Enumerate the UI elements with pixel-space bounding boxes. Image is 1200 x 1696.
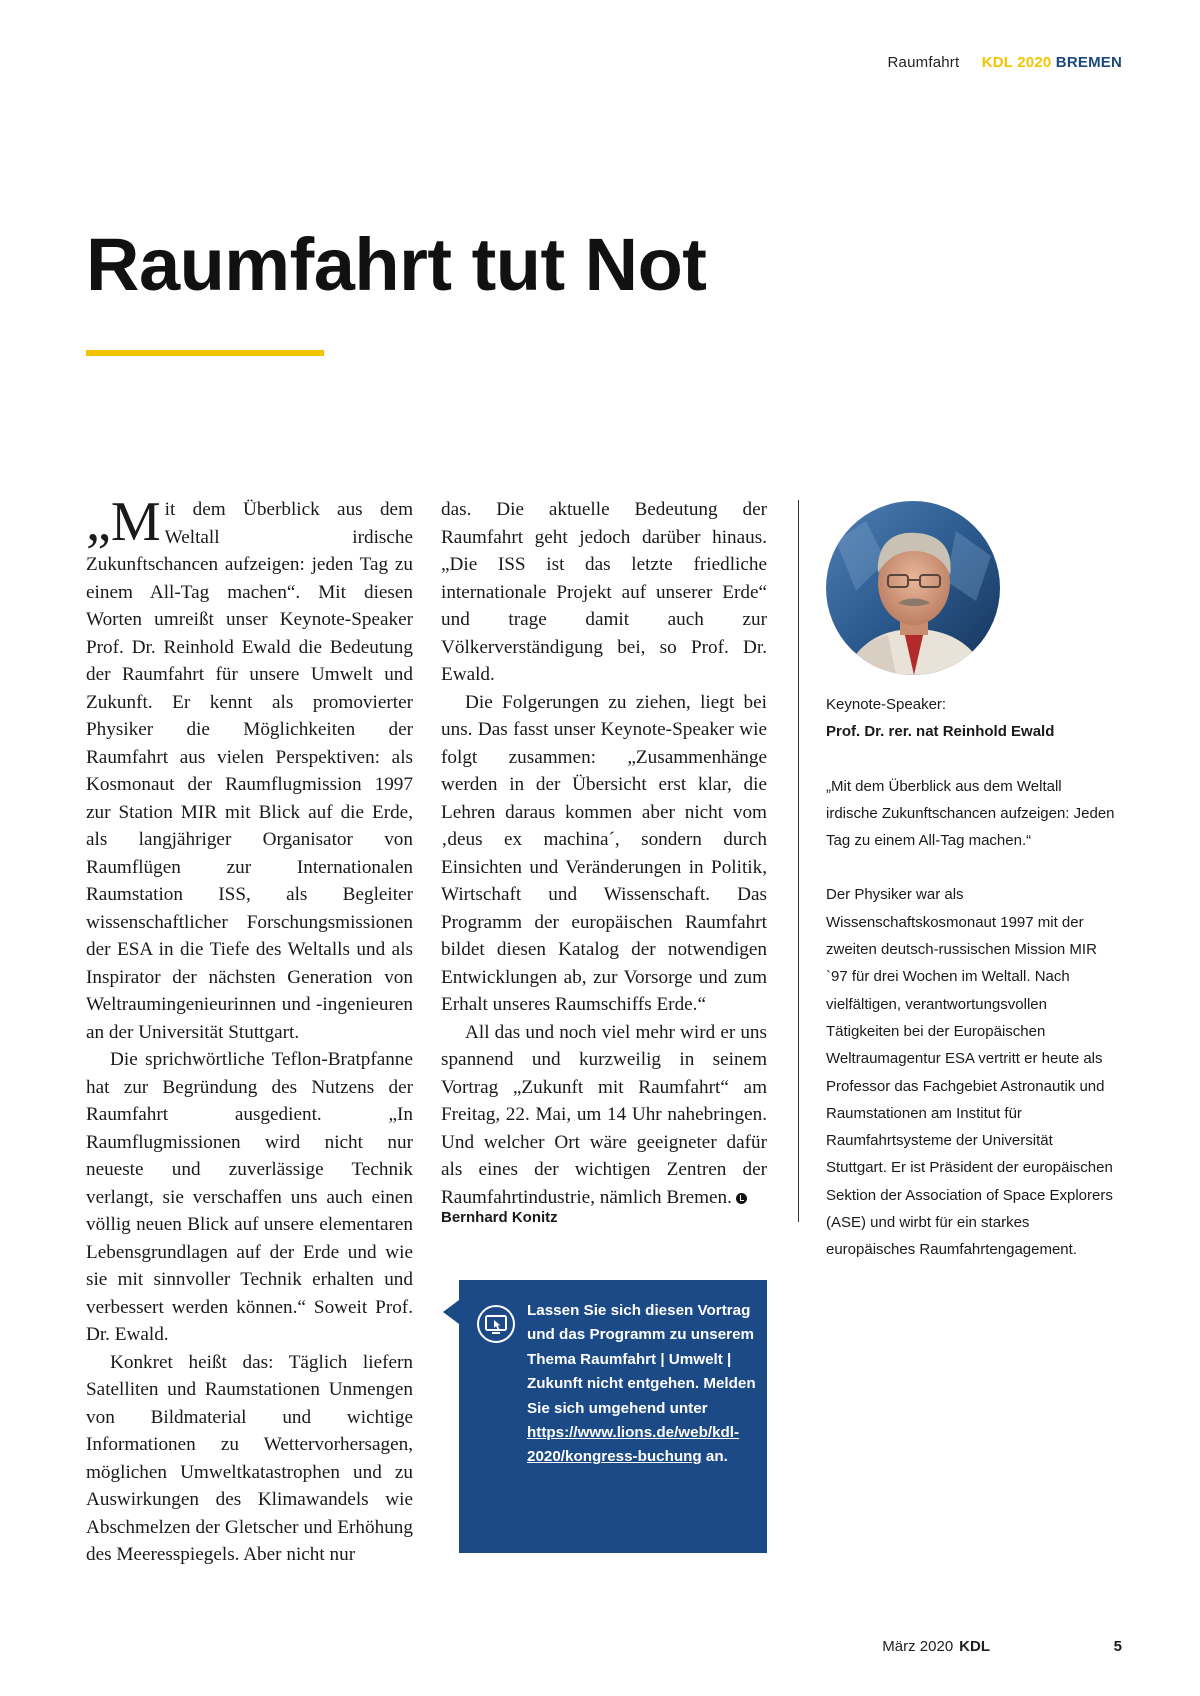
- issue-date: [882, 1638, 990, 1655]
- registration-callout: [459, 1280, 767, 1553]
- speaker-name: Prof. Dr. rer. nat Reinhold Ewald: [826, 723, 1055, 741]
- paragraph-5: [441, 1019, 767, 1212]
- issue-date-text: März 2020: [882, 1638, 954, 1655]
- article-column-2: [441, 496, 767, 1211]
- speaker-sidebar: [826, 691, 1116, 1264]
- computer-screen-cursor-icon: [476, 1304, 516, 1344]
- paragraph-2: Die sprichwörtliche Teflon-Bratpfanne hat zur Begründung des Nutzens der Raumfahrt ausgedient. „In Raumflugmissionen wird nicht nur neueste und zuverlässige Technik verlangt, sie verschaffen uns auch einen völlig neuen Blick auf unsere elementaren Lebensgrundlagen auf der Erde und wie sie mit sinnvoller Technik erhalten und verbessert werden können.“ Soweit Prof. Dr. Ewald.: [86, 1049, 413, 1345]
- page-header: [888, 54, 1122, 71]
- paragraph-5-text: All das und noch viel mehr wird er uns spannend und kurzweilig in seinem Vortrag „Zukunft mit Raumfahrt“ am Freitag, 22. Mai, um 14 Uhr nahebringen. Und welcher Ort wäre geeigneter dafür als eines der wichtigen Zentren der Raumfahrtindustrie, nämlich Bremen.: [441, 1021, 767, 1208]
- title-underline: [86, 350, 324, 356]
- paragraph-3-start: Konkret heißt das: Täglich liefern Satelliten und Raumstationen Unmengen von Bildmaterial und wichtige Informationen zu Wettervorhersagen, möglichen Umweltkatastrophen und zu Auswirkungen des Klimawandels wie Abschmelzen der Gletscher und Erhöhung des Meeresspiegels. Aber nicht nur: [86, 1351, 413, 1565]
- column-divider: [798, 500, 799, 1222]
- paragraph-1: [86, 491, 413, 1046]
- city-label: BREMEN: [1055, 54, 1122, 71]
- callout-text: [527, 1299, 757, 1470]
- paragraph-3-end: das. Die aktuelle Bedeutung der Raumfahrt geht jedoch darüber hinaus. „Die ISS ist das letzte friedliche internationale Projekt auf unserer Erde“ und trage damit auch zur Völkerverständigung bei, so Prof. Dr. Ewald.: [441, 499, 767, 685]
- page-number: 5: [1113, 1638, 1122, 1655]
- paragraph-4: Die Folgerungen zu ziehen, liegt bei uns. Das fasst unser Keynote-Speaker wie folgt zusammen: „Zusammenhänge werden in der Übersicht erst klar, die Lehren daraus kommen aber nicht vom ‚deus ex machina´, sondern durch Einsichten und Veränderungen in Politik, Wirtschaft und Wissenschaft. Das Programm der europäischen Raumfahrt bildet diesen Katalog der notwendigen Entwicklungen ab, zur Vorsorge und zum Erhalt unseres Raumschiffs Erde.“: [441, 691, 767, 1015]
- portrait-image: [826, 501, 1000, 675]
- callout-text-before: Lassen Sie sich diesen Vortrag und das Programm zu unserem Thema Raumfahrt | Umwelt | Zukunft nicht entgehen. Melden Sie sich umgehend unter: [527, 1302, 756, 1417]
- speaker-portrait: [826, 501, 1000, 675]
- author-name: Bernhard Konitz: [441, 1209, 558, 1226]
- speaker-quote: „Mit dem Überblick aus dem Weltall irdische Zukunftschancen aufzeigen: Jeden Tag zu einem All-Tag machen.“: [826, 777, 1115, 850]
- paragraph-1-text: it dem Überblick aus dem Weltall irdische Zukunftschancen aufzeigen: jeden Tag zu einem All-Tag machen“. Mit diesen Worten umreißt unser Keynote-Speaker Prof. Dr. Reinhold Ewald die Bedeutung der Raumfahrt für unsere Umwelt und Zukunft. Er kennt als promovierter Physiker die Möglichkeiten der Raumfahrt aus vielen Perspektiven: als Kosmonaut der Raumflugmission 1997 zur Station MIR mit Blick auf die Erde, als langjähriger Organisator von Raumflügen zur Internationalen Raumstation ISS, als Begleiter wissenschaftlicher Forschungsmissionen der ESA in die Tiefe des Weltalls und als Inspirator der nächsten Generation von Weltraumingenieurinnen und -ingenieuren an der Universität Stuttgart.: [86, 499, 413, 1043]
- section-label: Raumfahrt: [887, 54, 960, 71]
- end-mark-icon: [736, 1193, 747, 1204]
- drop-cap: „M: [86, 491, 161, 553]
- kdl-label: KDL 2020: [981, 54, 1052, 71]
- article-title: Raumfahrt tut Not: [86, 223, 707, 306]
- footer-kdl: KDL: [959, 1638, 990, 1655]
- callout-text-after: an.: [701, 1448, 728, 1466]
- speaker-role: Keynote-Speaker:: [826, 696, 947, 713]
- registration-link[interactable]: https://www.lions.de/web/kdl-2020/kongress-buchung: [527, 1424, 740, 1466]
- article-column-1: [86, 491, 413, 1569]
- speaker-bio: Der Physiker war als Wissenschaftskosmonaut 1997 mit der zweiten deutsch-russischen Mission MIR `97 für drei Wochen im Weltall. Nach vielfältigen, verantwortungsvollen Tätigkeiten bei der Europäischen Weltraumagentur ESA vertritt er heute als Professor das Fachgebiet Astronautik und Raumstationen am Institut für Raumfahrtsysteme der Universität Stuttgart. Er ist Präsident der europäischen Sektion der Association of Space Explorers (ASE) und wirbt für ein starkes europäisches Raumfahrtengagement.: [826, 886, 1113, 1259]
